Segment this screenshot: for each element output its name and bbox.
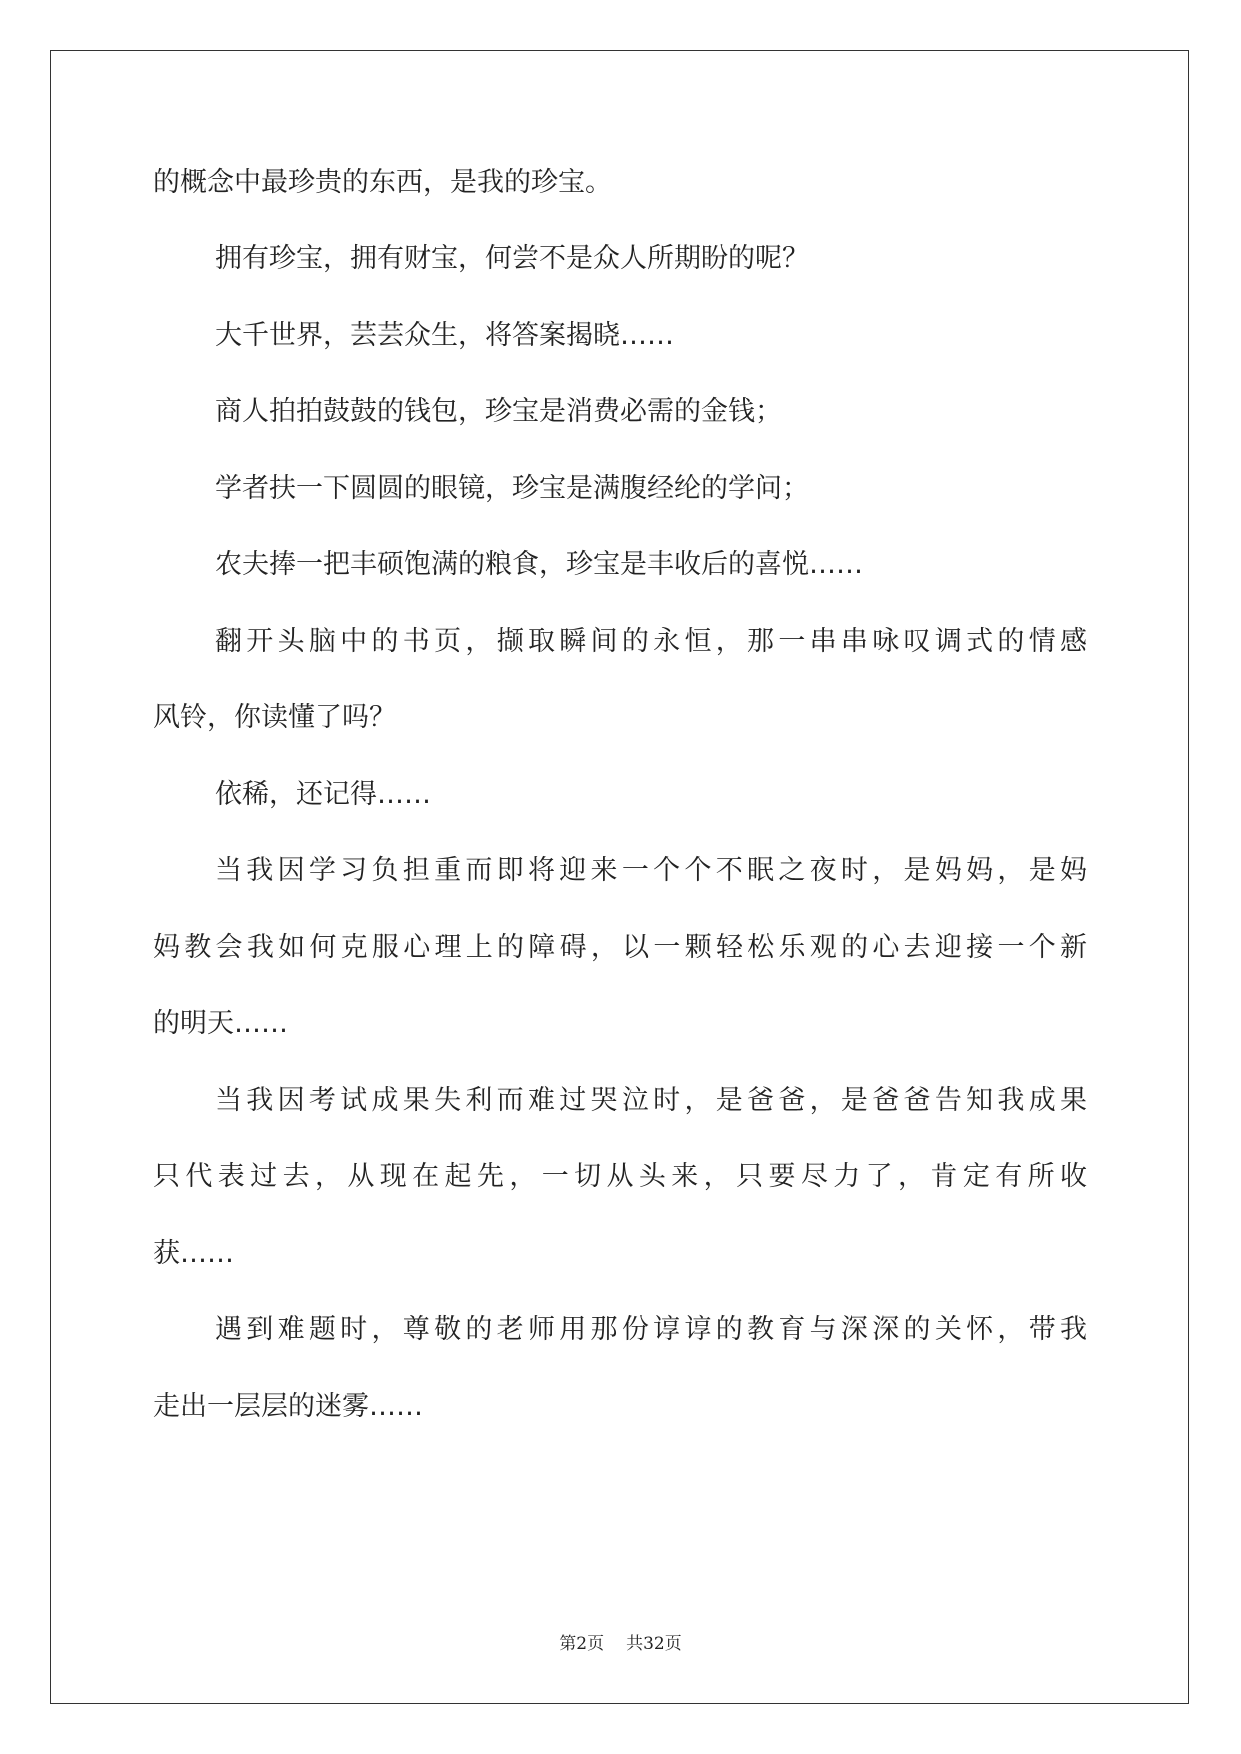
body-line: 翻开头脑中的书页，撷取瞬间的永恒，那一串串咏叹调式的情感: [215, 626, 1088, 657]
body-line: 获……: [153, 1238, 234, 1269]
body-line: 大千世界，芸芸众生，将答案揭晓……: [215, 320, 674, 351]
body-line: 学者扶一下圆圆的眼镜，珍宝是满腹经纶的学问；: [215, 473, 809, 504]
body-line: 妈教会我如何克服心理上的障碍，以一颗轻松乐观的心去迎接一个新: [153, 932, 1088, 963]
body-line: 依稀，还记得……: [215, 779, 431, 810]
page-footer: [0, 1632, 1241, 1656]
body-line: 风铃，你读懂了吗？: [153, 702, 396, 733]
current-page-label: 第2页: [559, 1634, 605, 1654]
body-line: 遇到难题时，尊敬的老师用那份谆谆的教育与深深的关怀，带我: [215, 1314, 1088, 1345]
body-line: 当我因考试成果失利而难过哭泣时，是爸爸，是爸爸告知我成果: [215, 1085, 1088, 1116]
body-line: 走出一层层的迷雾……: [153, 1391, 423, 1422]
body-line: 只代表过去，从现在起先，一切从头来，只要尽力了，肯定有所收: [153, 1161, 1088, 1192]
body-line: 拥有珍宝，拥有财宝，何尝不是众人所期盼的呢？: [215, 243, 809, 274]
total-pages-label: 共32页: [626, 1634, 682, 1654]
body-line: 的概念中最珍贵的东西，是我的珍宝。: [153, 167, 612, 198]
body-line: 农夫捧一把丰硕饱满的粮食，珍宝是丰收后的喜悦……: [215, 549, 863, 580]
body-line: 当我因学习负担重而即将迎来一个个不眠之夜时，是妈妈，是妈: [215, 855, 1088, 886]
body-line: 商人拍拍鼓鼓的钱包，珍宝是消费必需的金钱；: [215, 396, 782, 427]
body-line: 的明天……: [153, 1008, 288, 1039]
